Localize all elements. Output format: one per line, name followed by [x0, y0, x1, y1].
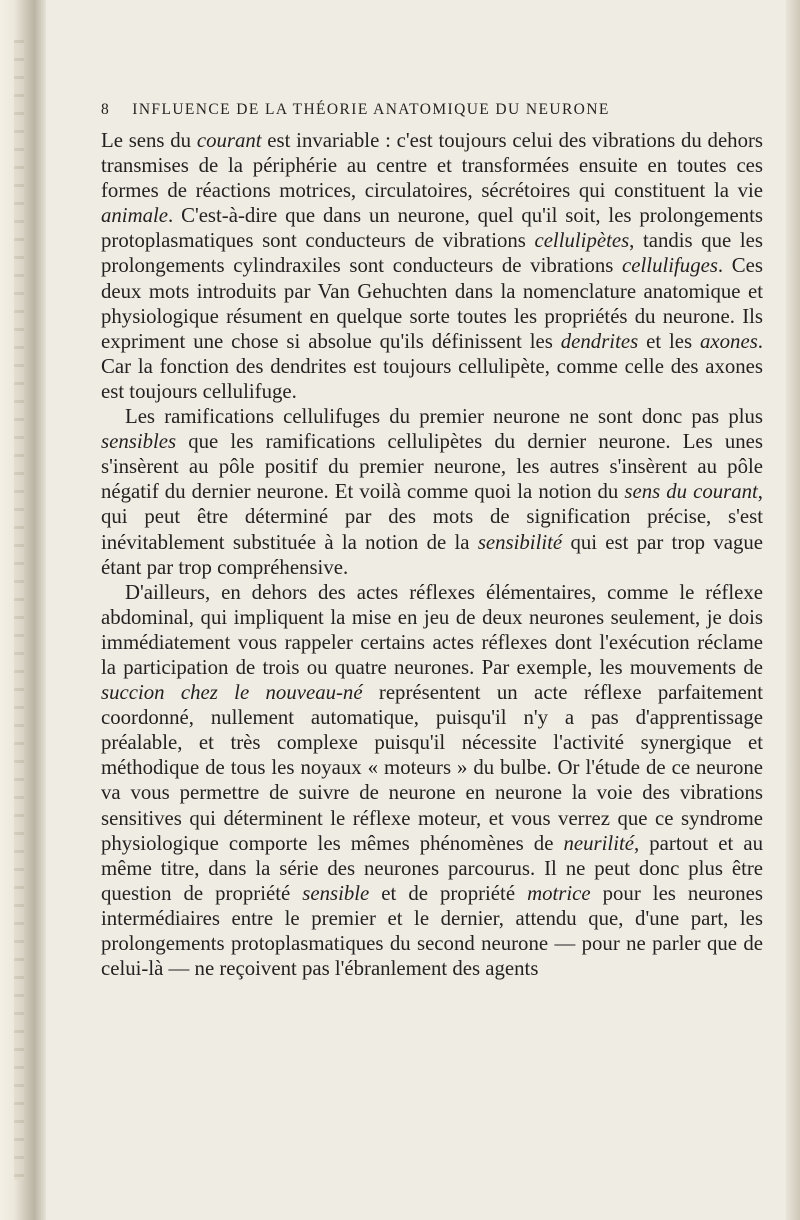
text-run: représentent un acte réflexe parfaitement coordonné, nullement automatique, puisqu'il n'y a pas d'apprentissage préalable, et très complexe puisqu'il nécessite l'activité synergique et méthodique de tous les noyaux « moteurs » du bulbe. Or l'étude de ce neurone va vous permettre de suivre de neurone en neurone la voie des vibrations sensitives qui déterminent le réflexe moteur, et vous verrez que ce syndrome physiologique comporte les mêmes phénomènes de — [101, 681, 763, 855]
running-header — [101, 101, 761, 129]
text-run: , qui peut être déterminé par des mots de signification précise, s'est inévitablement substituée à la notion de la — [101, 480, 763, 554]
text-run: est invariable : c'est toujours celui des vibrations du dehors transmises de la périphérie au centre et transformées ensuite en toutes ces formes de réactions motrices, circulatoires, sécrétoires qui constituent la vie — [101, 129, 763, 203]
italic-run: cellulipètes — [534, 229, 630, 253]
paragraph-2 — [101, 404, 763, 580]
italic-run: dendrites — [560, 329, 639, 353]
text-run: Les ramifications cellulifuges du premier neurone ne sont donc pas plus — [125, 405, 763, 429]
text-run: , partout et au même titre, dans la série des neurones parcourus. Il ne peut donc plus être question de propriété — [101, 831, 763, 905]
italic-run: sensibilité — [477, 530, 563, 554]
italic-run: sens du courant — [624, 480, 758, 504]
book-binding-gutter — [0, 0, 46, 1220]
text-run: et de propriété — [369, 881, 528, 905]
running-title: INFLUENCE DE LA THÉORIE ANATOMIQUE DU NEURONE — [132, 101, 610, 118]
italic-run: neurilité — [563, 831, 634, 855]
text-run: Le sens du — [101, 129, 197, 152]
italic-run: animale — [101, 204, 169, 228]
text-run: et les — [638, 329, 701, 353]
italic-run: courant — [196, 129, 262, 152]
italic-run: succion chez le nouveau-né — [101, 681, 363, 705]
text-run: . Ces deux mots introduits par Van Gehuchten dans la nomenclature anatomique et physiologique résument en quelque sorte toutes les propriétés du neurone. Ils expriment une chose si absolue qu'ils définissent les — [101, 254, 763, 353]
italic-run: motrice — [527, 881, 591, 905]
text-run: que les ramifications cellulipètes du dernier neurone. Les unes s'insèrent au pôle positif du premier neurone, les autres s'insèrent au pôle négatif du dernier neurone. Et voilà comme quoi la notion du — [101, 430, 763, 504]
text-run: pour les neurones intermédiaires entre le premier et le dernier, attendu que, d'une part, les prolongements protoplasmatiques du second neurone — pour ne parler que de celui-là — ne reçoivent pas l'ébranlement des agents — [101, 881, 763, 981]
text-run: . C'est-à-dire que dans un neurone, quel qu'il soit, les prolongements protoplasmatiques sont conducteurs de vibrations — [101, 204, 763, 253]
paragraph-1 — [101, 128, 763, 404]
italic-run: cellulifuges — [622, 254, 718, 278]
page-edge — [786, 0, 800, 1220]
text-run: qui est par trop vague étant par trop compréhensive. — [101, 530, 763, 579]
text-run: . Car la fonction des dendrites est toujours cellulipète, comme celle des axones est toujours cellulifuge. — [101, 329, 763, 403]
text-run: D'ailleurs, en dehors des actes réflexes élémentaires, comme le réflexe abdominal, qui impliquent la mise en jeu de deux neurones seulement, je dois immédiatement vous rappeler certains actes réflexes dont l'exécution réclame la participation de trois ou quatre neurones. Par exemple, les mouvements de — [101, 580, 763, 679]
italic-run: sensibles — [101, 430, 177, 454]
body-text — [101, 128, 763, 981]
page-number: 8 — [101, 101, 111, 118]
italic-run: sensible — [302, 881, 370, 905]
paragraph-3 — [101, 580, 763, 982]
text-run: , tandis que les prolongements cylindraxiles sont conducteurs de vibrations — [101, 229, 763, 278]
italic-run: axones — [700, 329, 758, 353]
